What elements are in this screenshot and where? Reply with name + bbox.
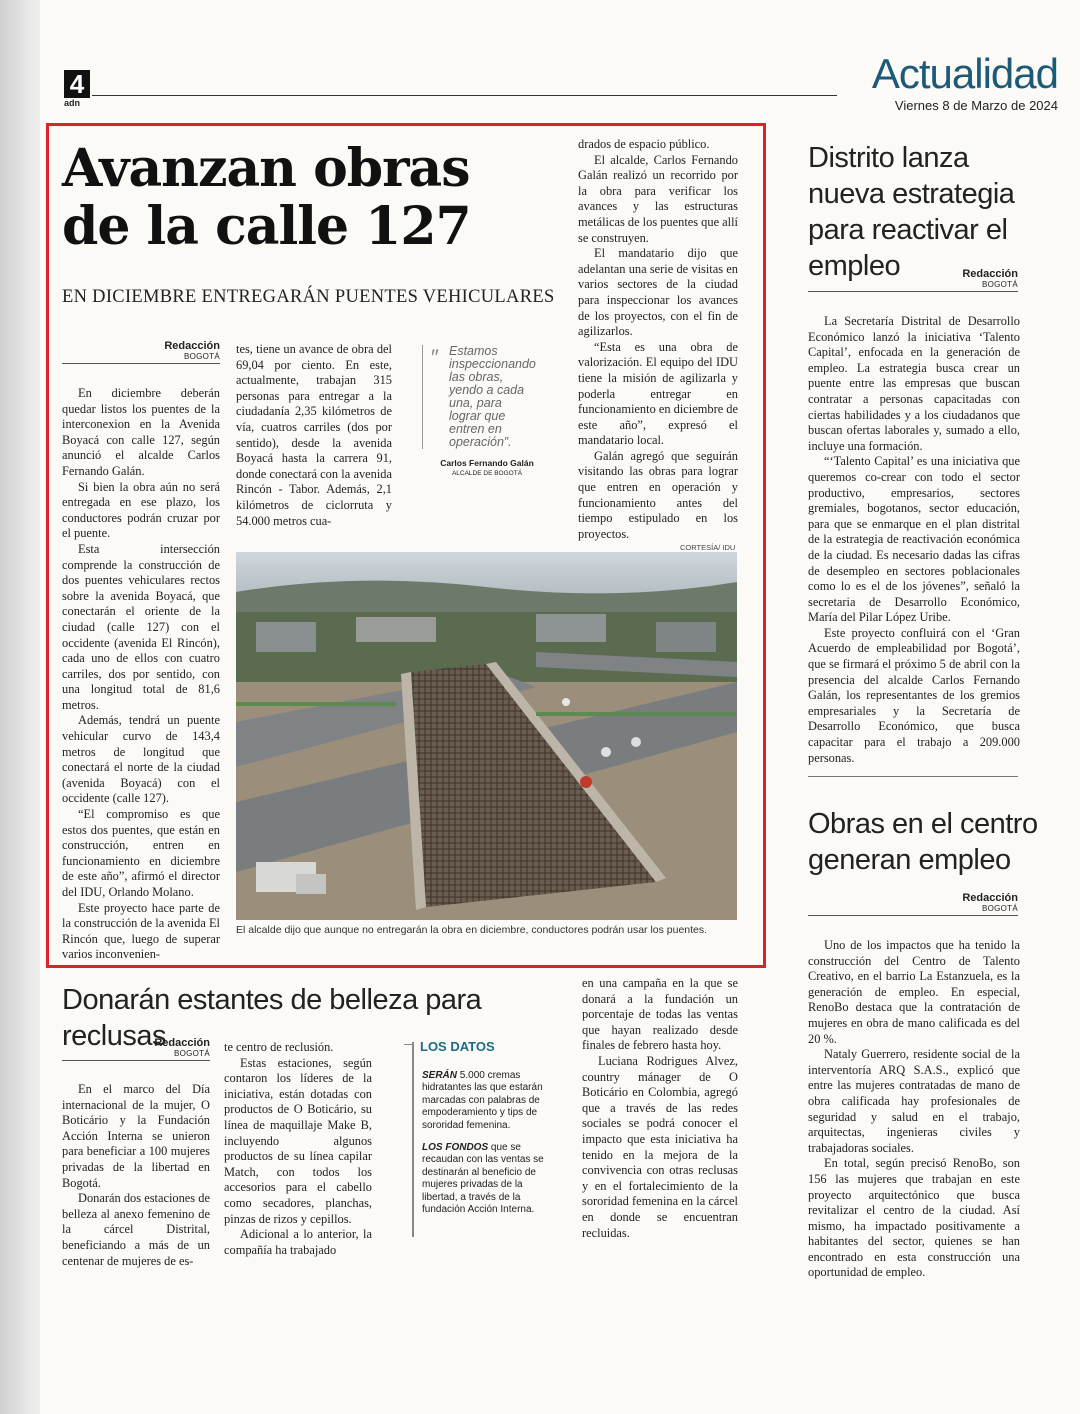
main-headline: [62, 140, 562, 256]
paragraph: El mandatario dijo que adelantan una serie de visitas en varios sectores de la ciudad para inspeccionar los avances de los proyectos, con el fin de agilizarlos.: [578, 246, 738, 339]
bottom-article-byline: [62, 1037, 210, 1061]
construction-photo: [236, 552, 737, 920]
paragraph: Esta intersección comprende la construcción de dos puentes vehiculares rectos sobre la avenida Boyacá, que conectarán el oriente de la ciudad (calle 127) con el occidente (avenida El Rincón), cada uno de ellos con cuatro carriles, dos por sentido, con una longitud total de 81,6 metros.: [62, 541, 220, 712]
paragraph: en una campaña en la que se donará a la fundación un porcentaje de todas las ventas que hayan realizado desde finales de febrero hasta hoy.: [582, 976, 738, 1053]
quote-text: Estamos inspeccionando las obras, yendo a cada una, para lograr que entren en operación”.: [449, 344, 536, 449]
quote-author: Carlos Fernando Galán: [440, 458, 534, 468]
paragraph: Luciana Rodrigues Alvez, country mánager de O Boticário en Colombia, agregó que a través de las redes sociales se podrá conocer el impacto que esta iniciativa ha tenido en la mejora de la convivencia con otras reclusas y en el fortalecimiento de la sororidad femenina en la cárcel en donde se encuentran recluidas.: [582, 1053, 738, 1240]
paragraph: El alcalde, Carlos Fernando Galán realizó un recorrido por la obra para verificar los avances y las estructuras metálicas de los puentes que allí se construyen.: [578, 152, 738, 245]
dato-text: que se recaudan con las ventas se destinarán al beneficio de mujeres privadas de la libertad, a través de la fundación Acción Interna.: [422, 1142, 544, 1216]
byline-city: BOGOTÁ: [183, 352, 220, 361]
dato-item: [422, 1070, 552, 1132]
main-column-2: [236, 342, 392, 529]
dato-lead: SERÁN: [422, 1070, 458, 1081]
paragraph: “‘Talento Capital’ es una iniciativa que queremos co-crear con todo el sector productivo, empresarios, sectores gremiales, bogotanos, sector educación, para que se enmarque en el plan distrital de la estrategia de reactivación económica de la ciudad. Es necesario dadas las cifras de desempleo en sectores poblacionales como lo es el de los jóvenes”, señaló la secretaria de Desarrollo Económico, María del Pilar López Uribe.: [808, 454, 1020, 625]
dato-lead: LOS FONDOS: [422, 1142, 489, 1154]
page-number: 4: [64, 70, 90, 98]
paragraph: En total, según precisó RenoBo, son 156 las mujeres que trabajan en este proyecto arquitectónico que busca revitalizar el centro de la ciudad. Así mismo, ha impactado positivamente a habitantes del sector, quienes se han encontrado en esta construcción una oportunidad de empleo.: [808, 1156, 1020, 1280]
issue-date: Viernes 8 de Marzo de 2024: [894, 98, 1058, 113]
brand-logo: adn: [64, 98, 81, 108]
paragraph: “El compromiso es que estos dos puentes, que están en construcción, entren en funcionamiento en diciembre de este año”, afirmó el director del IDU, Orlando Molano.: [62, 807, 220, 899]
paragraph: drados de espacio público.: [578, 137, 710, 151]
quote-mark-icon: ″: [431, 345, 439, 370]
header-rule: [92, 95, 837, 96]
datos-title: LOS DATOS: [420, 1039, 495, 1054]
side-separator: [808, 776, 1018, 777]
bottom-column-1: [62, 1082, 210, 1269]
byline-city: BOGOTÁ: [981, 280, 1018, 289]
main-column-3: [578, 137, 738, 542]
newspaper-page: [40, 0, 1080, 1414]
byline-name: Redacción: [962, 892, 1018, 904]
paragraph: tes, tiene un avance de obra del 69,04 por ciento. En este, actualmente, trabajan 315 personas para entregar a la ciudadanía 2,35 kilómetros de vía, cuatros carriles (dos por sentido), desde la avenida Boyacá hasta la carrera 91, donde conectará con la avenida Rincón - Tabor. Además, 2,1 kilómetros de ciclorruta y 54.000 metros cua-: [236, 342, 392, 528]
quote-attribution: [432, 458, 542, 477]
dato-item: [422, 1142, 552, 1216]
paragraph: Este proyecto hace parte de la construcción de la avenida El Rincón que, luego de superar varios inconvenien-: [62, 900, 220, 962]
paragraph: Galán agregó que seguirán visitando las obras para lograr que entren en operación y funcionamiento antes del tiempo estipulado en los proyectos.: [578, 448, 738, 541]
dato-text: 5.000 cremas hidratantes las que estarán marcadas con palabras de empoderamiento y tips de sororidad femenina.: [422, 1070, 543, 1131]
headline-line-1: Avanzan obras: [62, 138, 470, 199]
side-article-2-headline: Obras en el centro generan empleo: [808, 808, 1038, 876]
paragraph: En diciembre deberán quedar listos los puentes de la interconexion en la Avenida Boyacá con calle 127, según anunció el alcalde Carlos Fernando Galán.: [62, 386, 220, 478]
photo-credit: CORTESÍA/ IDU: [680, 543, 736, 552]
byline-name: Redacción: [164, 340, 220, 352]
byline-name: Redacción: [154, 1037, 210, 1049]
byline-name: Redacción: [962, 268, 1018, 280]
paragraph: Estas estaciones, según contaron los líderes de la iniciativa, están dotadas con productos de O Boticário, su línea de maquillaje Make B, incluyendo algunos productos de su línea capilar Match, con todos los accesorios para el cabello como secadores, planchas, pinzas de rizos y cepillos.: [224, 1055, 372, 1226]
side-article-1-body: [808, 314, 1020, 766]
side-article-1-byline: [808, 268, 1018, 292]
paragraph: Donarán dos estaciones de belleza al anexo femenino de la cárcel Distrital, beneficiando a más de un centenar de mujeres de es-: [62, 1191, 210, 1268]
paragraph: te centro de reclusión.: [224, 1040, 334, 1054]
paragraph: Este proyecto confluirá con el ‘Gran Acuerdo de empleabilidad por Bogotá’, que se firmará el próximo 5 de abril con la presencia del alcalde Carlos Fernando Galán, los representantes de los gremios empresariales y la Secretaría de Desarrollo Económico, que busca capacitar para el trabajo a 209.000 personas.: [808, 625, 1020, 765]
pull-quote: [422, 345, 537, 449]
main-byline: [62, 340, 220, 364]
paragraph: Adicional a lo anterior, la compañía ha trabajado: [224, 1227, 372, 1257]
section-title: Actualidad: [871, 50, 1058, 97]
paragraph: En el marco del Día internacional de la mujer, O Boticário y la Fundación Acción Interna se unieron para beneficiar a 100 mujeres privadas de la libertad en Bogotá.: [62, 1082, 210, 1190]
side-article-2-byline: [808, 892, 1018, 916]
bottom-article-headline: Donarán estantes de belleza para reclusas: [62, 984, 482, 1052]
paragraph: Además, tendrá un puente vehicular curvo de 143,4 metros de longitud que conectará el norte de la ciudad (avenida Boyacá) con el occidente (calle 127).: [62, 713, 220, 806]
main-column-1: [62, 386, 220, 963]
bottom-column-4: [582, 976, 738, 1241]
bottom-column-2: [224, 1040, 372, 1258]
byline-city: BOGOTÁ: [981, 904, 1018, 913]
datos-box: [422, 1070, 552, 1226]
paragraph: “Esta es una obra de valorización. El equipo del IDU tiene la misión de agilizarla y poderla entregar en funcionamiento en diciembre de este año”, expresó el mandatario local.: [578, 339, 738, 448]
paragraph: La Secretaría Distrital de Desarrollo Económico lanzó la iniciativa ‘Talento Capital’, enfocada en la generación de empleo. La estrategia busca crear un puente entre las empresas que buscan contratar a personas capacitadas con ciertas habilidades y a los ciudadanos que buscan ofertas laborales y, sumado a ello, incluye una formación.: [808, 314, 1020, 453]
bridge-construction-image: [236, 552, 737, 920]
headline-line-2: de la calle 127: [62, 196, 471, 257]
datos-bar: [412, 1042, 414, 1237]
paragraph: Si bien la obra aún no será entregada en ese plazo, los conductores podrán cruzar por el puente.: [62, 479, 220, 541]
paragraph: Nataly Guerrero, residente social de la interventoría ARQ S.A.S., explicó que entre las mujeres contratadas de mano de obra calificada hay profesionales de seguridad y salud en el trabajo, arquitectas, ingenieras civiles y trabajadoras sociales.: [808, 1047, 1020, 1155]
byline-city: BOGOTÁ: [173, 1049, 210, 1058]
main-subhead: EN DICIEMBRE ENTREGARÁN PUENTES VEHICULARES: [62, 287, 555, 307]
side-article-2-body: [808, 938, 1020, 1281]
paragraph: Uno de los impactos que ha tenido la construcción del Centro de Talento Creativo, en el barrio La Estanzuela, es la generación de empleo. En especial, RenoBo destaca que la contratación de mujeres en obra de mano calificada es del 20 %.: [808, 938, 1020, 1046]
quote-role: ALCALDE DE BOGOTÁ: [451, 470, 523, 477]
photo-caption: El alcalde dijo que aunque no entregarán la obra en diciembre, conductores podrán usar los puentes.: [236, 924, 708, 936]
side-article-1-headline: Distrito lanza nueva estrategia para reactivar el empleo: [808, 142, 1015, 282]
